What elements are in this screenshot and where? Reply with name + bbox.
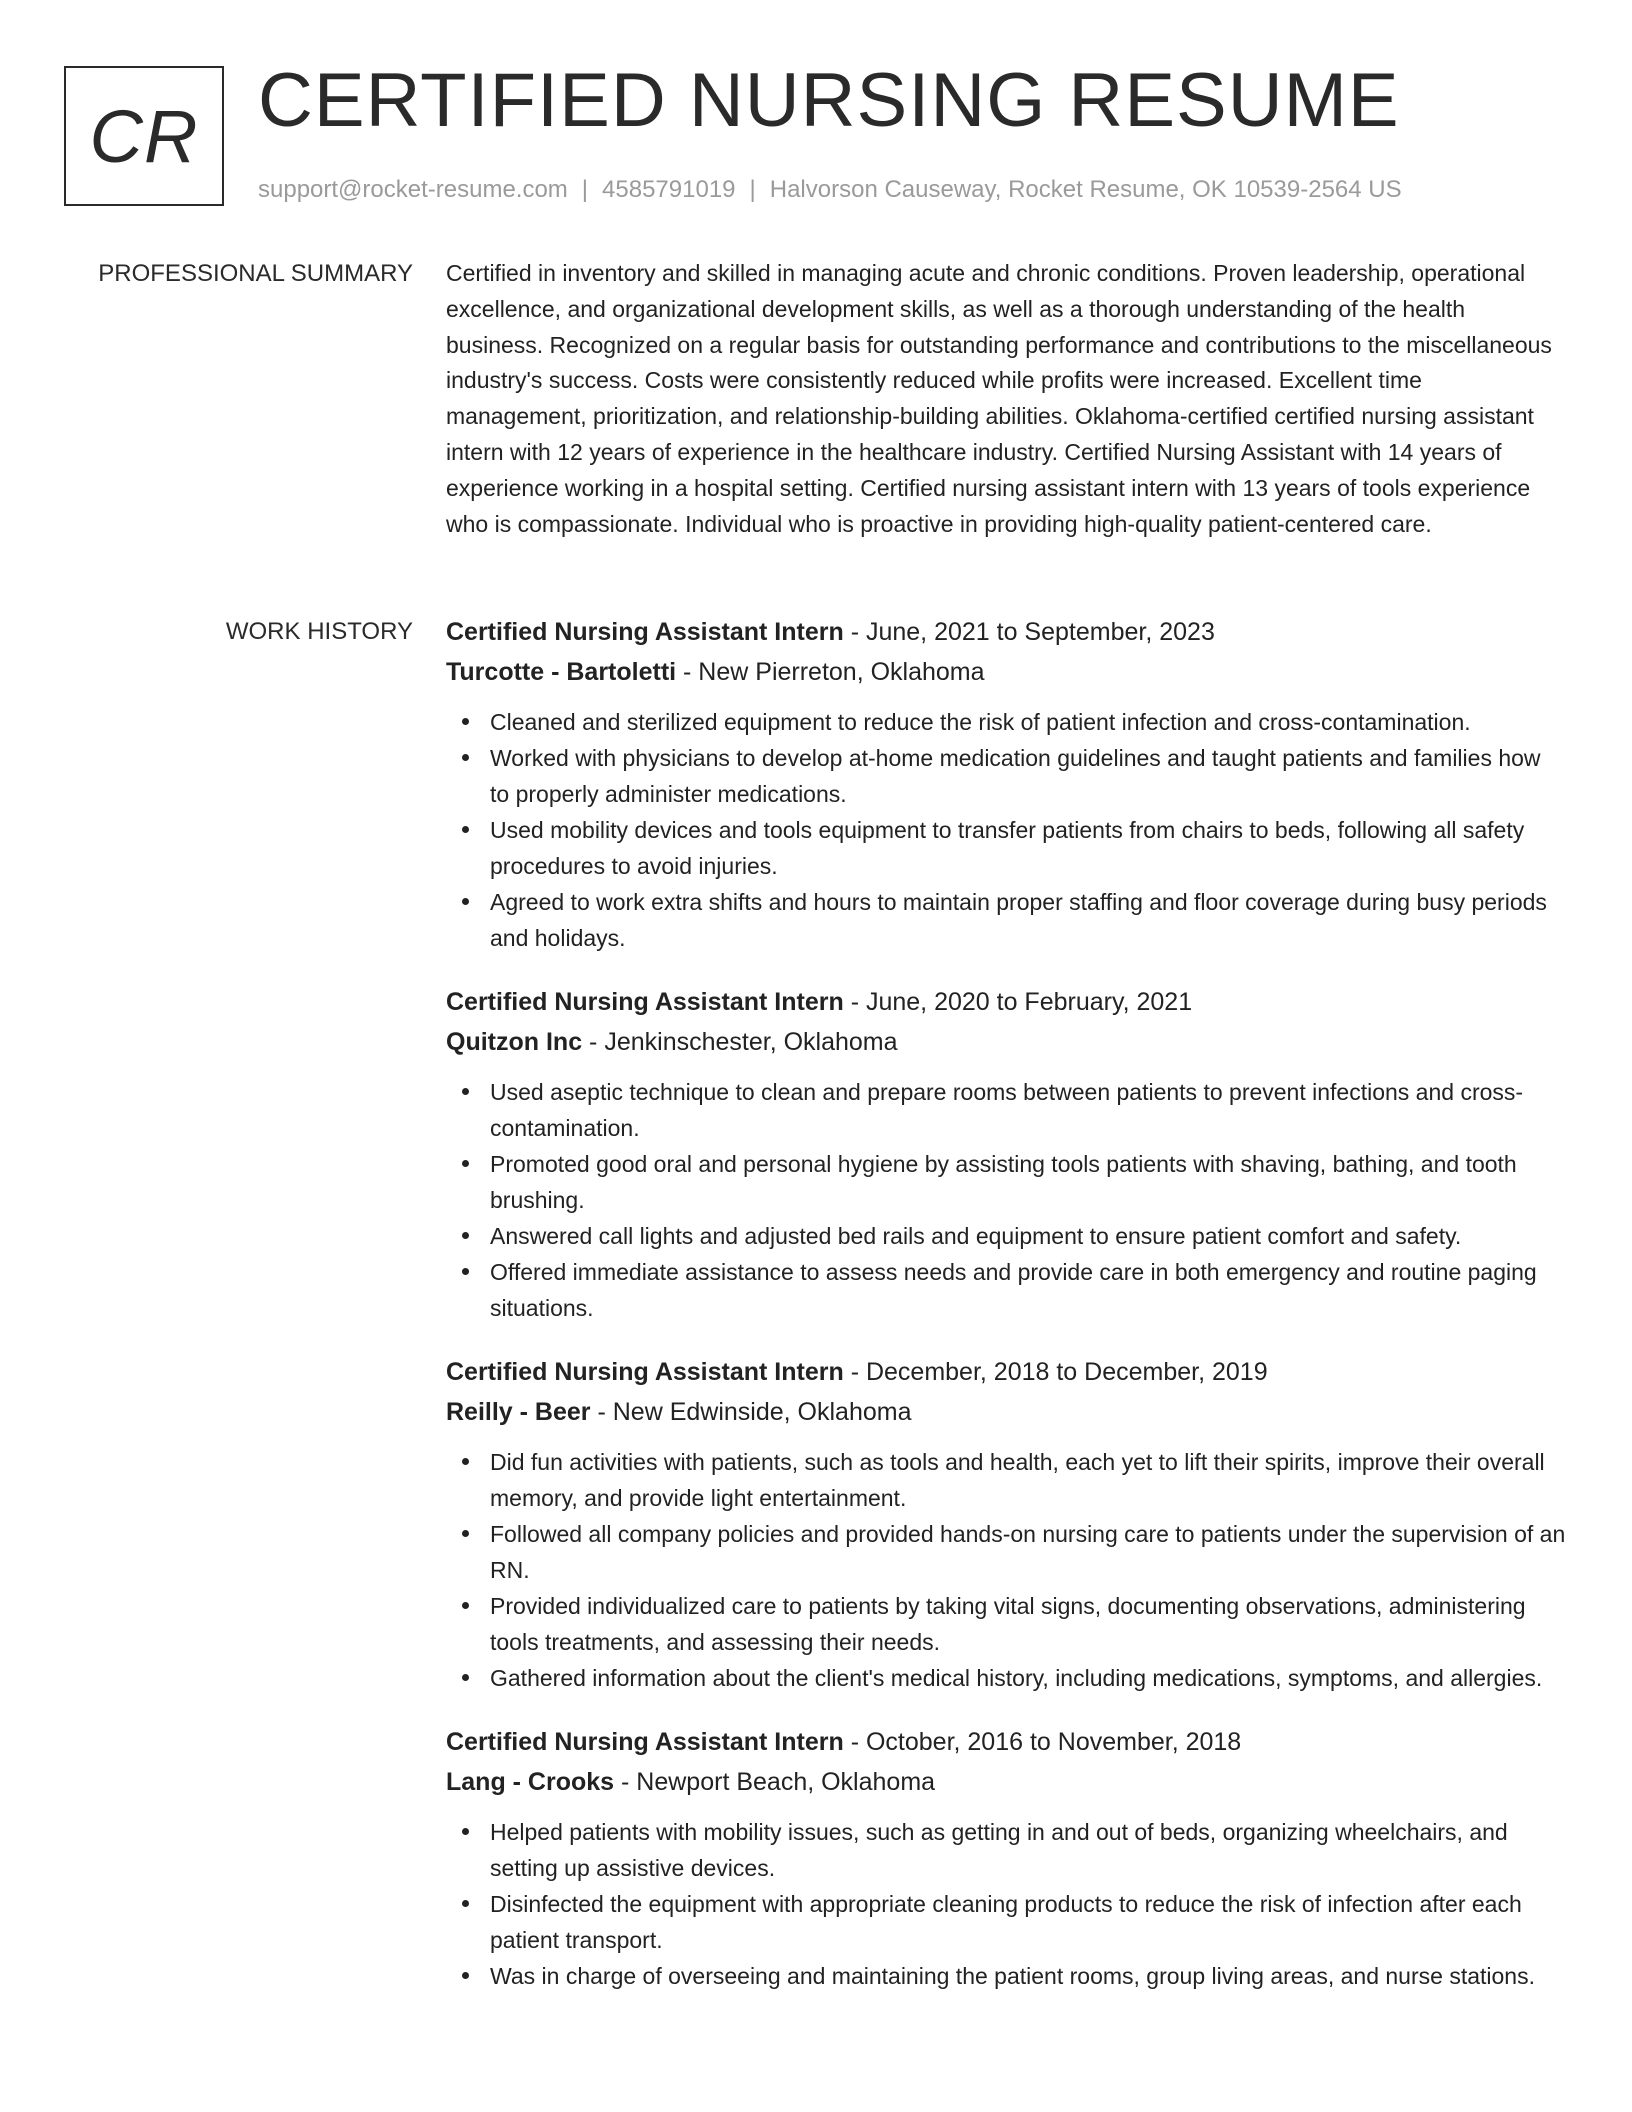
job-bullet-text: Disinfected the equipment with appropriate cleaning products to reduce the risk of infection after each patient transport. [490, 1891, 1522, 1953]
job-location: - Jenkinschester, Oklahoma [582, 1028, 898, 1056]
bullet-dot-icon [462, 1530, 469, 1537]
job-bullet-text: Was in charge of overseeing and maintaining the patient rooms, group living areas, and nurse stations. [490, 1963, 1535, 1989]
job-entry [446, 612, 1566, 956]
job-bullet-text: Agreed to work extra shifts and hours to maintain proper staffing and floor coverage during busy periods and holidays. [490, 889, 1547, 951]
bullet-dot-icon [462, 754, 469, 761]
job-bullet [446, 1958, 1566, 1994]
section-label-professional-summary: PROFESSIONAL SUMMARY [98, 260, 413, 287]
job-bullet-list [446, 1814, 1566, 1994]
job-bullet-list [446, 704, 1566, 956]
job-bullet-text: Provided individualized care to patients by taking vital signs, documenting observations, administering tools treatments, and assessing their needs. [490, 1593, 1526, 1655]
job-company: Reilly - Beer [446, 1398, 591, 1426]
job-title-line [446, 982, 1566, 1022]
job-bullet [446, 1444, 1566, 1516]
job-title: Certified Nursing Assistant Intern [446, 1728, 844, 1756]
bullet-dot-icon [462, 1972, 469, 1979]
job-bullet-text: Worked with physicians to develop at-home medication guidelines and taught patients and families how to properly administer medications. [490, 745, 1541, 807]
job-title: Certified Nursing Assistant Intern [446, 618, 844, 646]
job-bullet-text: Promoted good oral and personal hygiene by assisting tools patients with shaving, bathing, and tooth brushing. [490, 1151, 1517, 1213]
bullet-dot-icon [462, 898, 469, 905]
job-bullet [446, 1516, 1566, 1588]
job-bullet [446, 1588, 1566, 1660]
bullet-dot-icon [462, 1268, 469, 1275]
contact-phone[interactable]: 4585791019 [602, 176, 736, 203]
job-company: Turcotte - Bartoletti [446, 658, 677, 686]
contact-separator: | [581, 176, 589, 203]
contact-email[interactable]: support@rocket-resume.com [258, 176, 568, 203]
job-bullet-text: Followed all company policies and provided hands-on nursing care to patients under the supervision of an RN. [490, 1521, 1566, 1583]
job-title-line [446, 1722, 1566, 1762]
bullet-dot-icon [462, 826, 469, 833]
job-bullet-text: Cleaned and sterilized equipment to reduce the risk of patient infection and cross-contamination. [490, 709, 1471, 735]
bullet-dot-icon [462, 718, 469, 725]
work-history-body [446, 612, 1566, 2020]
job-bullet-list [446, 1444, 1566, 1696]
job-company-line [446, 652, 1566, 692]
summary-text: Certified in inventory and skilled in managing acute and chronic conditions. Proven leadership, operational excellence, and organizational development skills, as well as a thorough understanding of the health business. Recognized on a regular basis for outstanding performance and contributions to the miscellaneous industry's success. Costs were consistently reduced while profits were increased. Excellent time management, prioritization, and relationship-building abilities. Oklahoma-certified certified nursing assistant intern with 12 years of experience in the healthcare industry. Certified Nursing Assistant with 14 years of experience working in a hospital setting. Certified nursing assistant intern with 13 years of tools experience who is compassionate. Individual who is proactive in providing high-quality patient-centered care. [446, 260, 1552, 537]
summary-body [446, 256, 1566, 542]
contact-address: Halvorson Causeway, Rocket Resume, OK 10539-2564 US [769, 176, 1402, 203]
job-bullet [446, 1886, 1566, 1958]
job-dates: - June, 2020 to February, 2021 [843, 988, 1193, 1016]
section-label-work-history: WORK HISTORY [225, 618, 413, 645]
job-bullet [446, 812, 1566, 884]
bullet-dot-icon [462, 1900, 469, 1907]
job-entry [446, 982, 1566, 1326]
job-company-line [446, 1762, 1566, 1802]
job-bullet [446, 1660, 1566, 1696]
job-bullet [446, 1814, 1566, 1886]
job-company-line [446, 1392, 1566, 1432]
job-bullet-text: Did fun activities with patients, such as tools and health, each yet to lift their spirits, improve their overall memory, and provide light entertainment. [490, 1449, 1545, 1511]
job-dates: - October, 2016 to November, 2018 [843, 1728, 1242, 1756]
job-entry [446, 1722, 1566, 1994]
job-title: Certified Nursing Assistant Intern [446, 1358, 844, 1386]
job-bullet [446, 1146, 1566, 1218]
job-dates: - June, 2021 to September, 2023 [843, 618, 1215, 646]
bullet-dot-icon [462, 1674, 469, 1681]
bullet-dot-icon [462, 1602, 469, 1609]
bullet-dot-icon [462, 1160, 469, 1167]
contact-line [258, 174, 1402, 206]
bullet-dot-icon [462, 1458, 469, 1465]
job-bullet-text: Helped patients with mobility issues, such as getting in and out of beds, organizing wheelchairs, and setting up assistive devices. [490, 1819, 1508, 1881]
job-bullet-text: Offered immediate assistance to assess needs and provide care in both emergency and routine paging situations. [490, 1259, 1537, 1321]
bullet-dot-icon [462, 1232, 469, 1239]
job-company: Quitzon Inc [446, 1028, 583, 1056]
job-bullet-text: Gathered information about the client's medical history, including medications, symptoms, and allergies. [490, 1665, 1543, 1691]
job-title-line [446, 612, 1566, 652]
bullet-dot-icon [462, 1828, 469, 1835]
monogram-initials: CR [89, 94, 199, 178]
contact-separator: | [749, 176, 756, 203]
job-bullet [446, 740, 1566, 812]
job-entry [446, 1352, 1566, 1696]
monogram-logo [64, 66, 224, 206]
job-bullet [446, 704, 1566, 740]
job-bullet [446, 1254, 1566, 1326]
job-bullet-text: Used aseptic technique to clean and prepare rooms between patients to prevent infections and cross-contamination. [490, 1079, 1524, 1141]
job-location: - New Edwinside, Oklahoma [590, 1398, 912, 1426]
job-location: - New Pierreton, Oklahoma [676, 658, 985, 686]
job-company: Lang - Crooks [446, 1768, 615, 1796]
bullet-dot-icon [462, 1088, 469, 1095]
job-bullet [446, 1074, 1566, 1146]
job-bullet-list [446, 1074, 1566, 1326]
job-title: Certified Nursing Assistant Intern [446, 988, 844, 1016]
job-bullet [446, 884, 1566, 956]
job-bullet-text: Used mobility devices and tools equipment to transfer patients from chairs to beds, following all safety procedures to avoid injuries. [490, 817, 1525, 879]
job-bullet [446, 1218, 1566, 1254]
job-dates: - December, 2018 to December, 2019 [843, 1358, 1268, 1386]
job-title-line [446, 1352, 1566, 1392]
resume-title: CERTIFIED NURSING RESUME [258, 58, 1400, 143]
job-location: - Newport Beach, Oklahoma [614, 1768, 936, 1796]
job-company-line [446, 1022, 1566, 1062]
job-bullet-text: Answered call lights and adjusted bed rails and equipment to ensure patient comfort and safety. [490, 1223, 1462, 1249]
